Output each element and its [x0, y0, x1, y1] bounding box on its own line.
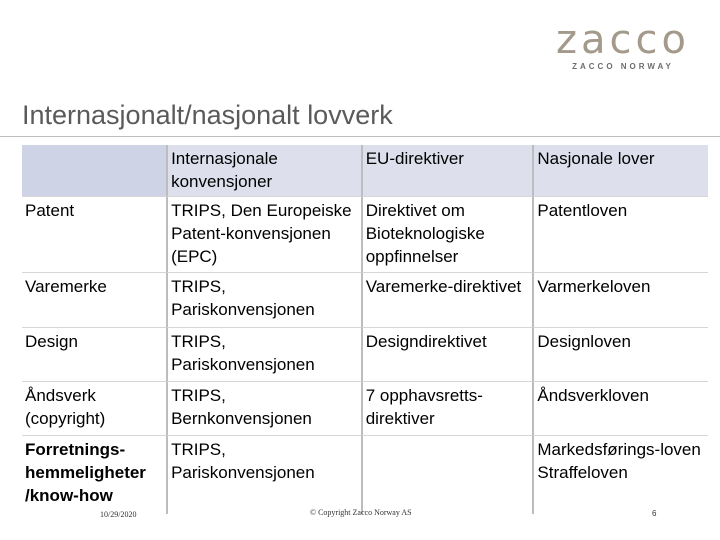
- row-label: Åndsverk (copyright): [22, 382, 166, 436]
- logo-subtitle: ZACCO NORWAY: [572, 62, 674, 71]
- law-table: [22, 145, 708, 514]
- cell-eu: Designdirektivet: [361, 328, 533, 382]
- header-cell-empty: [22, 145, 166, 197]
- row-label: Varemerke: [22, 273, 166, 328]
- logo-wordmark: zacco: [556, 17, 690, 63]
- cell-eu: [361, 436, 533, 514]
- table-row: [22, 328, 708, 382]
- row-label: Forretnings-hemmeligheter /know-how: [25, 440, 146, 505]
- cell-intl: TRIPS, Bernkonvensjonen: [166, 382, 361, 436]
- header-cell-eu: EU-direktiver: [361, 145, 533, 197]
- cell-national: Markedsførings-loven Straffeloven: [532, 436, 708, 514]
- cell-intl: TRIPS, Pariskonvensjonen: [166, 328, 361, 382]
- page-number: 6: [652, 509, 657, 518]
- title-divider: [0, 136, 720, 137]
- row-label: Design: [22, 328, 166, 382]
- table-row: [22, 382, 708, 436]
- cell-eu: Varemerke-direktivet: [361, 273, 533, 328]
- header-cell-national: Nasjonale lover: [532, 145, 708, 197]
- cell-national: Varmerkeloven: [532, 273, 708, 328]
- cell-eu: Direktivet om Bioteknologiske oppfinnelser: [361, 197, 533, 273]
- slide-title: Internasjonalt/nasjonalt lovverk: [22, 100, 393, 130]
- cell-intl: TRIPS, Pariskonvensjonen: [166, 436, 361, 514]
- footer-copyright: © Copyright Zacco Norway AS: [310, 508, 412, 517]
- cell-intl: TRIPS, Pariskonvensjonen: [166, 273, 361, 328]
- row-label: Patent: [22, 197, 166, 273]
- cell-national: Åndsverkloven: [532, 382, 708, 436]
- cell-intl: TRIPS, Den Europeiske Patent-konvensjonen (EPC): [166, 197, 361, 273]
- header-cell-intl: Internasjonale konvensjoner: [166, 145, 361, 197]
- cell-national: Patentloven: [532, 197, 708, 273]
- footer-date: 10/29/2020: [100, 510, 137, 519]
- cell-eu: 7 opphavsretts-direktiver: [361, 382, 533, 436]
- zacco-logo: [548, 18, 698, 74]
- table-row: [22, 273, 708, 328]
- table-header-row: [22, 145, 708, 197]
- table-row: [22, 197, 708, 273]
- table-row: [22, 436, 708, 514]
- cell-national: Designloven: [532, 328, 708, 382]
